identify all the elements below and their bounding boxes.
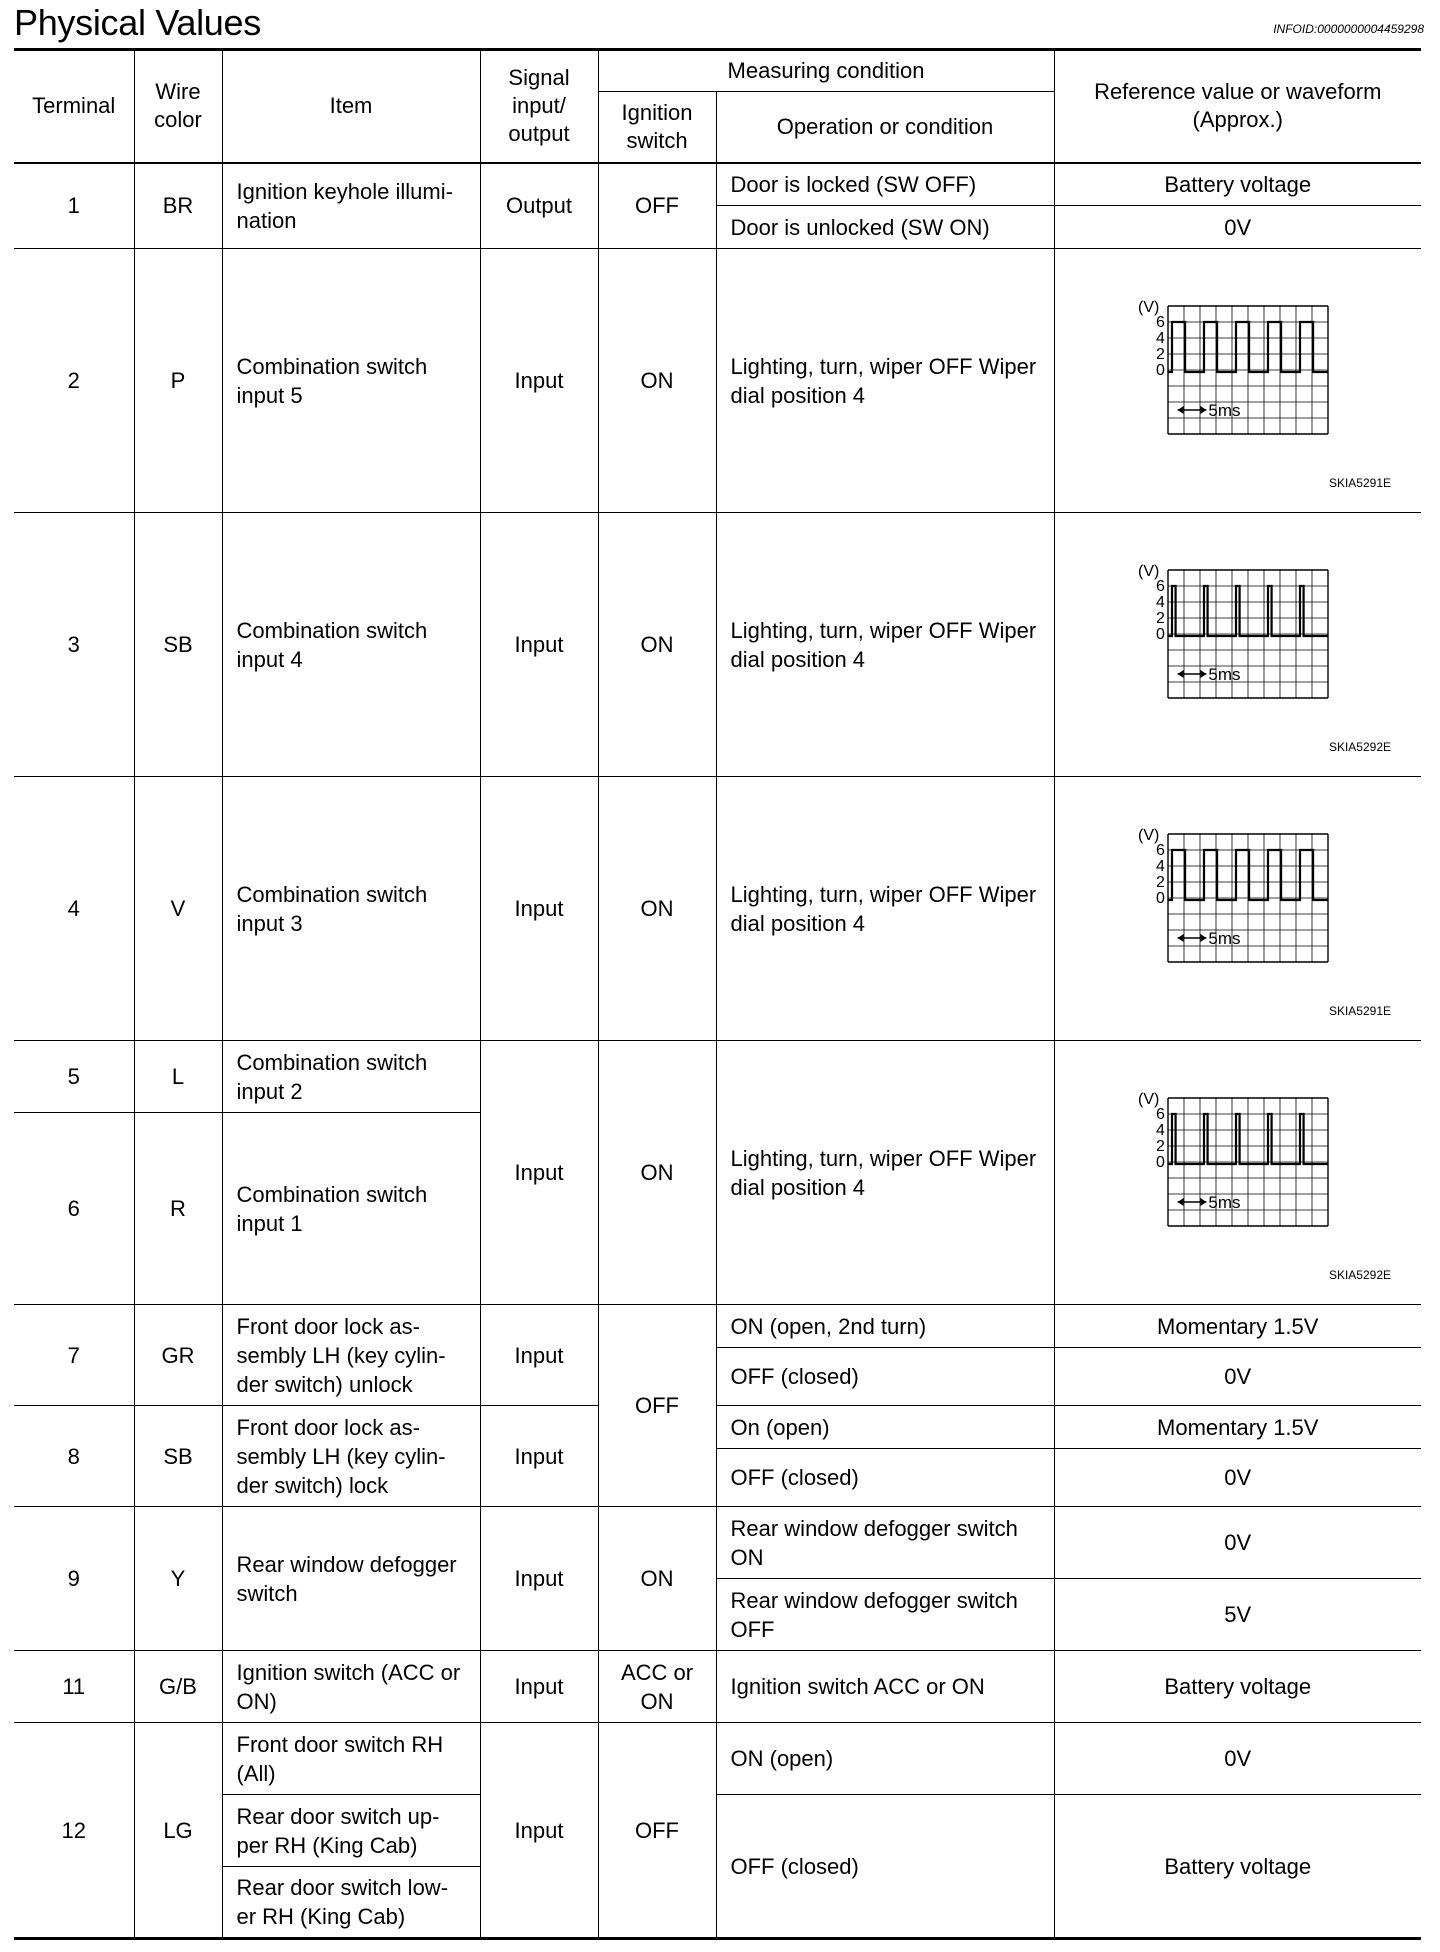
- terminal-cell: 1: [14, 163, 134, 249]
- signal-cell: Input: [480, 1723, 598, 1939]
- waveform-time-label: 5ms: [1208, 664, 1241, 684]
- terminal-cell: 9: [14, 1507, 134, 1651]
- table-row: [14, 249, 1421, 513]
- waveform-graph: [1118, 286, 1358, 476]
- signal-cell: Output: [480, 163, 598, 249]
- item-cell: Combination switch input 2: [222, 1041, 480, 1113]
- physical-values-table: [14, 48, 1421, 1940]
- signal-cell: Input: [480, 1651, 598, 1723]
- item-cell: Rear door switch low-er RH (King Cab): [222, 1867, 480, 1939]
- item-cell: Combination switch input 4: [222, 513, 480, 777]
- time-scale-arrow: [1177, 406, 1206, 414]
- item-cell: Combination switch input 1: [222, 1113, 480, 1305]
- reference-cell: Momentary 1.5V: [1054, 1305, 1421, 1348]
- waveform-tick-label: 2: [1155, 345, 1165, 363]
- figure-code: SKIA5292E: [1328, 740, 1391, 754]
- reference-cell: Momentary 1.5V: [1054, 1406, 1421, 1449]
- table-row: [14, 1406, 1421, 1449]
- reference-cell: 5V: [1054, 1579, 1421, 1651]
- waveform-tick-label: 2: [1155, 873, 1165, 891]
- header-terminal: Terminal: [14, 50, 134, 163]
- terminal-cell: 6: [14, 1113, 134, 1305]
- wire-color-cell: GR: [134, 1305, 222, 1406]
- waveform-graph: [1118, 814, 1358, 1004]
- waveform-signal: [1168, 850, 1328, 900]
- waveform-unit-label: (V): [1137, 1090, 1160, 1108]
- time-scale-arrow: [1177, 934, 1206, 942]
- header-operation: Operation or condition: [716, 92, 1054, 163]
- terminal-cell: 4: [14, 777, 134, 1041]
- reference-cell: Battery voltage: [1054, 1651, 1421, 1723]
- header-wire-color: Wire color: [134, 50, 222, 163]
- ignition-cell: ON: [598, 777, 716, 1041]
- waveform-tick-label: 4: [1155, 593, 1165, 611]
- signal-cell: Input: [480, 1041, 598, 1305]
- reference-cell: 0V: [1054, 1507, 1421, 1579]
- terminal-cell: 2: [14, 249, 134, 513]
- table-row: [14, 163, 1421, 206]
- signal-cell: Input: [480, 1406, 598, 1507]
- operation-cell: OFF (closed): [716, 1795, 1054, 1939]
- signal-cell: Input: [480, 1305, 598, 1406]
- wire-color-cell: G/B: [134, 1651, 222, 1723]
- wire-color-cell: Y: [134, 1507, 222, 1651]
- waveform-tick-label: 4: [1155, 1121, 1165, 1139]
- operation-cell: Door is locked (SW OFF): [716, 163, 1054, 206]
- item-cell: Combination switch input 3: [222, 777, 480, 1041]
- waveform-tick-label: 6: [1155, 841, 1165, 859]
- reference-cell: 0V: [1054, 1723, 1421, 1795]
- waveform-signal: [1168, 322, 1328, 372]
- table-row: [14, 1041, 1421, 1113]
- waveform-time-label: 5ms: [1208, 1192, 1241, 1212]
- table-row: [14, 777, 1421, 1041]
- info-id: INFOID:0000000004459298: [1273, 22, 1424, 36]
- wire-color-cell: LG: [134, 1723, 222, 1939]
- waveform-tick-label: 2: [1155, 609, 1165, 627]
- reference-cell: Battery voltage: [1054, 1795, 1421, 1939]
- operation-cell: OFF (closed): [716, 1348, 1054, 1406]
- item-cell: Rear door switch up-per RH (King Cab): [222, 1795, 480, 1867]
- waveform-time-label: 5ms: [1208, 928, 1241, 948]
- terminal-cell: 3: [14, 513, 134, 777]
- signal-cell: Input: [480, 249, 598, 513]
- waveform-unit-label: (V): [1137, 562, 1160, 580]
- waveform-tick-label: 0: [1155, 889, 1165, 907]
- waveform-unit-label: (V): [1137, 826, 1160, 844]
- time-scale-arrow: [1177, 670, 1206, 678]
- operation-cell: ON (open): [716, 1723, 1054, 1795]
- waveform-time-label: 5ms: [1208, 400, 1241, 420]
- signal-cell: Input: [480, 777, 598, 1041]
- ignition-cell: ACC or ON: [598, 1651, 716, 1723]
- operation-cell: On (open): [716, 1406, 1054, 1449]
- waveform-cell: [1054, 1041, 1421, 1305]
- ignition-cell: OFF: [598, 163, 716, 249]
- waveform-tick-label: 6: [1155, 1105, 1165, 1123]
- table-row: [14, 1795, 1421, 1867]
- ignition-cell: ON: [598, 1507, 716, 1651]
- item-cell: Ignition switch (ACC or ON): [222, 1651, 480, 1723]
- wire-color-cell: SB: [134, 513, 222, 777]
- terminal-cell: 5: [14, 1041, 134, 1113]
- header-reference: Reference value or waveform (Approx.): [1054, 50, 1421, 163]
- reference-cell: Battery voltage: [1054, 163, 1421, 206]
- header-signal: Signal input/ output: [480, 50, 598, 163]
- waveform-tick-label: 0: [1155, 1153, 1165, 1171]
- figure-code: SKIA5291E: [1328, 476, 1391, 490]
- wire-color-cell: P: [134, 249, 222, 513]
- terminal-cell: 8: [14, 1406, 134, 1507]
- item-cell: Rear window defogger switch: [222, 1507, 480, 1651]
- operation-cell: Rear window defogger switch OFF: [716, 1579, 1054, 1651]
- figure-code: SKIA5291E: [1328, 1004, 1391, 1018]
- ignition-cell: ON: [598, 249, 716, 513]
- operation-cell: OFF (closed): [716, 1449, 1054, 1507]
- item-cell: Front door switch RH (All): [222, 1723, 480, 1795]
- terminal-cell: 11: [14, 1651, 134, 1723]
- waveform-cell: [1054, 777, 1421, 1041]
- ignition-cell: OFF: [598, 1305, 716, 1507]
- item-cell: Front door lock as-sembly LH (key cylin-der switch) lock: [222, 1406, 480, 1507]
- operation-cell: Door is unlocked (SW ON): [716, 206, 1054, 249]
- item-cell: Front door lock as-sembly LH (key cylin-der switch) unlock: [222, 1305, 480, 1406]
- reference-cell: 0V: [1054, 1449, 1421, 1507]
- page-title: Physical Values: [14, 2, 261, 43]
- wire-color-cell: R: [134, 1113, 222, 1305]
- waveform-tick-label: 4: [1155, 329, 1165, 347]
- operation-cell: Lighting, turn, wiper OFF Wiper dial position 4: [716, 513, 1054, 777]
- waveform-tick-label: 0: [1155, 361, 1165, 379]
- item-cell: Ignition keyhole illumi-nation: [222, 163, 480, 249]
- operation-cell: Lighting, turn, wiper OFF Wiper dial position 4: [716, 777, 1054, 1041]
- terminal-cell: 7: [14, 1305, 134, 1406]
- table-row: [14, 1305, 1421, 1348]
- waveform-cell: [1054, 249, 1421, 513]
- header-measuring-condition: Measuring condition: [598, 50, 1054, 92]
- waveform-cell: [1054, 513, 1421, 777]
- waveform-tick-label: 0: [1155, 625, 1165, 643]
- wire-color-cell: SB: [134, 1406, 222, 1507]
- table-row: [14, 1651, 1421, 1723]
- item-cell: Combination switch input 5: [222, 249, 480, 513]
- header-item: Item: [222, 50, 480, 163]
- ignition-cell: ON: [598, 513, 716, 777]
- waveform-tick-label: 4: [1155, 857, 1165, 875]
- wire-color-cell: L: [134, 1041, 222, 1113]
- time-scale-arrow: [1177, 1198, 1206, 1206]
- reference-cell: 0V: [1054, 1348, 1421, 1406]
- operation-cell: Rear window defogger switch ON: [716, 1507, 1054, 1579]
- operation-cell: ON (open, 2nd turn): [716, 1305, 1054, 1348]
- operation-cell: Ignition switch ACC or ON: [716, 1651, 1054, 1723]
- terminal-cell: 12: [14, 1723, 134, 1939]
- waveform-tick-label: 2: [1155, 1137, 1165, 1155]
- header-ignition-switch: Ignition switch: [598, 92, 716, 163]
- waveform-tick-label: 6: [1155, 577, 1165, 595]
- table-row: [14, 1507, 1421, 1579]
- figure-code: SKIA5292E: [1328, 1268, 1391, 1282]
- wire-color-cell: BR: [134, 163, 222, 249]
- table-row: [14, 513, 1421, 777]
- reference-cell: 0V: [1054, 206, 1421, 249]
- signal-cell: Input: [480, 513, 598, 777]
- operation-cell: Lighting, turn, wiper OFF Wiper dial position 4: [716, 1041, 1054, 1305]
- waveform-unit-label: (V): [1137, 298, 1160, 316]
- table-row: [14, 1723, 1421, 1795]
- operation-cell: Lighting, turn, wiper OFF Wiper dial position 4: [716, 249, 1054, 513]
- waveform-graph: [1118, 1078, 1358, 1268]
- wire-color-cell: V: [134, 777, 222, 1041]
- ignition-cell: ON: [598, 1041, 716, 1305]
- ignition-cell: OFF: [598, 1723, 716, 1939]
- waveform-tick-label: 6: [1155, 313, 1165, 331]
- signal-cell: Input: [480, 1507, 598, 1651]
- waveform-graph: [1118, 550, 1358, 740]
